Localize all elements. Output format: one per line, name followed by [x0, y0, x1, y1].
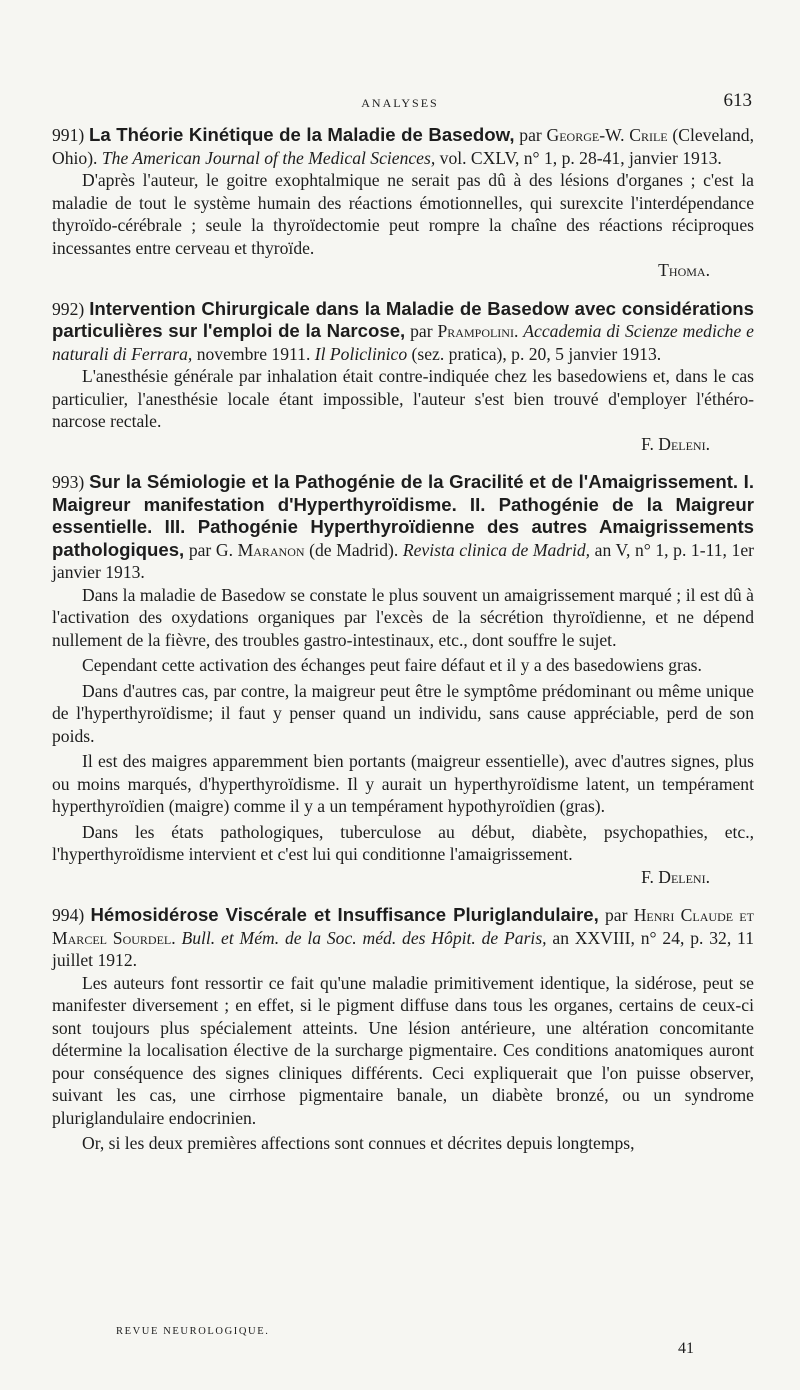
page-number: 613	[723, 90, 752, 111]
signature: F. Deleni.	[641, 866, 710, 887]
entry-affiliation: (de Madrid).	[309, 539, 399, 560]
entry-journal: The American Journal of the Medical Sciences,	[101, 147, 436, 168]
entry-author: Prampolini.	[437, 321, 519, 341]
signature: Thoma.	[658, 260, 710, 280]
entry-by: par	[188, 539, 212, 560]
paragraph: Or, si les deux premières affections sont connues et décrites depuis longtemps,	[82, 1133, 635, 1153]
entry-number: 994)	[52, 905, 85, 925]
entry-title: Intervention Chirurgicale dans la Maladie de Basedow avec considérations particulières sur l'emploi de la Narcose,	[52, 297, 754, 341]
entry-heading	[52, 124, 754, 169]
entry-reference: (sez. pratica), p. 20, 5 janvier 1913.	[411, 343, 662, 364]
entry-number: 991)	[52, 125, 85, 145]
paragraph: L'anesthésie générale par inhalation était contre-indiquée chez les basedowiens et, dans le cas particulier, l'anesthésie locale étant impossible, l'auteur s'est bien trouvé d'employer l'éthéro-narcose rectale.	[52, 366, 754, 431]
entry-author: G. Maranon	[215, 539, 305, 560]
article-body	[52, 124, 754, 1155]
entry-heading	[52, 904, 754, 972]
paragraph: Les auteurs font ressortir ce fait qu'une maladie primitivement identique, la sidérose, peut se manifester diversement ; en effet, si le pigment diffuse dans tous les organes, certains de ceux-ci sont toujours plus spécialement atteints. Une lésion antérieure, une altération concomitante détermine la localisation élective de la surcharge pigmentaire. Ces conditions anatomiques auront pour conséquence des signes cliniques différents. Ceci expliquerait que l'on puisse observer, suivant les cas, une cirrhose pigmentaire banale, un diabète bronzé, ou un syndrome pluriglandulaire endocrinien.	[52, 972, 754, 1128]
entry-heading	[52, 298, 754, 366]
paragraph: Dans d'autres cas, par contre, la maigreur peut être le symptôme prédominant ou même unique de l'hyperthyroïdisme; il faut y penser quand un individu, sans cause appréciable, perd de son poids.	[52, 680, 754, 746]
entry-991	[52, 124, 754, 282]
entry-992	[52, 298, 754, 456]
entry-by: par	[605, 905, 628, 925]
entry-number: 993)	[52, 472, 85, 492]
entry-journal-secondary: Il Policlinico	[314, 343, 408, 364]
entry-reference: vol. CXLV, n° 1, p. 28-41, janvier 1913.	[439, 147, 722, 168]
paragraph: Il est des maigres apparemment bien portants (maigreur essentielle), avec d'autres signes, plus ou moins marqués, d'hyperthyroïdisme. Il y aurait un hyperthyroïdisme latent, un tempérament hyperthyroïdien (maigre) comme il y a un tempérament hypothyroïdien (gras).	[52, 751, 754, 816]
paragraph: Dans la maladie de Basedow se constate le plus souvent un amaigrissement marqué ; il est dû à l'activation des oxydations organiques par l'excès de la sécrétion thyroïdienne, et ne dépend nullement de la fièvre, des troubles gastro-intestinaux, etc., dont souffre le sujet.	[52, 584, 754, 650]
footer-journal: REVUE NEUROLOGIQUE.	[116, 1326, 270, 1337]
entry-journal: Bull. et Mém. de la Soc. méd. des Hôpit. de Paris,	[181, 927, 547, 948]
footer-sheet-number: 41	[678, 1340, 694, 1357]
signature: F. Deleni.	[641, 433, 710, 454]
entry-affiliation: (Cleveland, Ohio).	[52, 125, 754, 168]
entry-reference: an XXVIII, n° 24, p. 32, 11 juillet 1912.	[52, 927, 754, 970]
entry-author: George-W. Crile	[546, 125, 668, 145]
entry-reference: an V, n° 1, p. 1-11, 1er janvier 1913.	[52, 539, 754, 582]
entry-title: Sur la Sémiologie et la Pathogénie de la Gracilité et de l'Amaigrissement. I. Maigreur manifestation d'Hyperthyroïdisme. II. Pathogénie de la Maigreur essentielle. III. Pathogénie Hyperthyroïdienne des autres Amaigrissements pathologiques,	[52, 471, 755, 560]
entry-author: Henri Claude et Marcel Sourdel.	[52, 905, 754, 948]
entry-heading	[52, 471, 754, 584]
entry-993	[52, 471, 754, 888]
entry-by: par	[519, 125, 542, 145]
paragraph: Cependant cette activation des échanges peut faire défaut et il y a des basedowiens gras.	[82, 655, 702, 675]
entry-title: La Théorie Kinétique de la Maladie de Basedow,	[89, 124, 515, 145]
paragraph: D'après l'auteur, le goitre exophtalmique ne serait pas dû à des lésions d'organes ; c'est la maladie de tout le système humain des réactions émotionnelles, qui surexcite l'interdépendance thyroïdo-cérébrale ; seule la thyroïdectomie peut rompre la chaîne des réactions réciproques incessantes entre cerveau et thyroïde.	[52, 170, 754, 258]
entry-journal: Revista clinica de Madrid,	[402, 539, 591, 560]
entry-994	[52, 904, 754, 1155]
entry-by: par	[410, 321, 433, 341]
paragraph: Dans les états pathologiques, tuberculose au début, diabète, psychopathies, etc., l'hyperthyroïdisme intervient et c'est lui qui conditionne l'amaigrissement.	[52, 821, 754, 864]
entry-title: Hémosidérose Viscérale et Insuffisance Pluriglandulaire,	[90, 904, 599, 925]
running-header: ANALYSES	[361, 96, 439, 110]
entry-number: 992)	[52, 298, 85, 319]
entry-journal: Accademia di Scienze mediche e naturali di Ferrara,	[52, 321, 754, 364]
entry-reference-date: novembre 1911.	[196, 343, 311, 364]
